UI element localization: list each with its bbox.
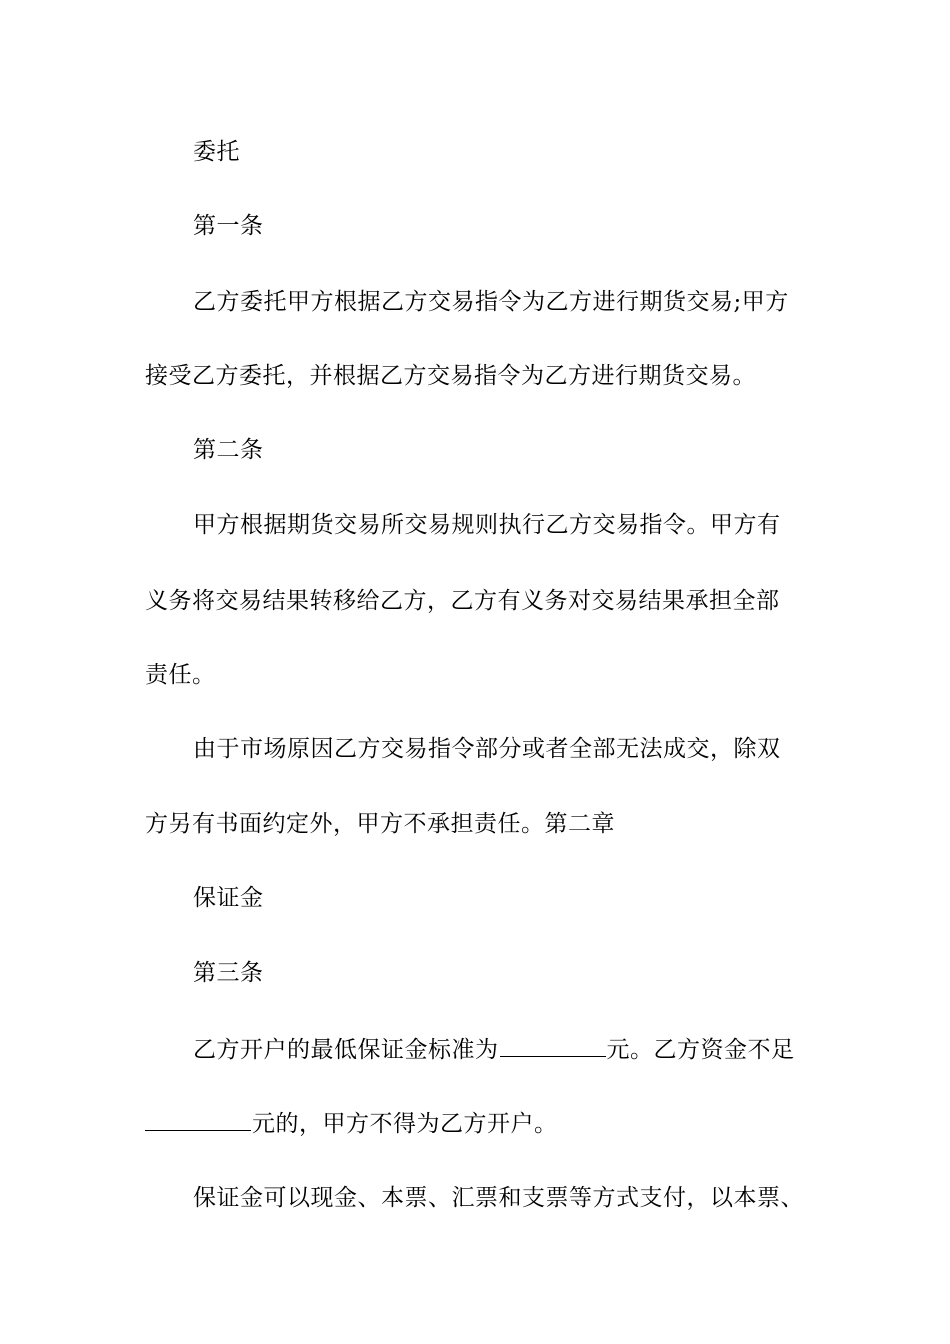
article-2-text-line-2: 义务将交易结果转移给乙方，乙方有义务对交易结果承担全部 bbox=[145, 588, 780, 614]
article-1-title: 第一条 bbox=[193, 213, 264, 239]
heading-entrust: 委托 bbox=[193, 139, 240, 165]
min-deposit-blank bbox=[500, 1034, 606, 1057]
article-1-text-line-2: 接受乙方委托，并根据乙方交易指令为乙方进行期货交易。 bbox=[145, 363, 756, 389]
article-3-text-line-1 bbox=[193, 1034, 795, 1065]
article-2-title: 第二条 bbox=[193, 437, 264, 463]
article-3-title: 第三条 bbox=[193, 960, 264, 986]
article-3-para-2-line-1: 保证金可以现金、本票、汇票和支票等方式支付，以本票、 bbox=[193, 1185, 804, 1211]
insufficient-funds-blank bbox=[145, 1108, 251, 1131]
article-3-text-line-2 bbox=[145, 1108, 558, 1139]
article-1-text-line-1: 乙方委托甲方根据乙方交易指令为乙方进行期货交易;甲方 bbox=[193, 289, 789, 315]
article-3-text-line-2-after-blank: 元的，甲方不得为乙方开户。 bbox=[252, 1111, 558, 1137]
article-3-text-before-blank: 乙方开户的最低保证金标准为 bbox=[193, 1037, 499, 1063]
article-3-text-after-blank: 元。乙方资金不足 bbox=[606, 1037, 795, 1063]
article-2-text-line-3: 责任。 bbox=[145, 662, 216, 688]
chapter-2-title: 保证金 bbox=[193, 885, 264, 911]
article-2-para-2-line-1: 由于市场原因乙方交易指令部分或者全部无法成交，除双 bbox=[193, 736, 781, 762]
article-2-para-2-line-2: 方另有书面约定外，甲方不承担责任。第二章 bbox=[145, 811, 615, 837]
article-2-text-line-1: 甲方根据期货交易所交易规则执行乙方交易指令。甲方有 bbox=[193, 512, 781, 538]
